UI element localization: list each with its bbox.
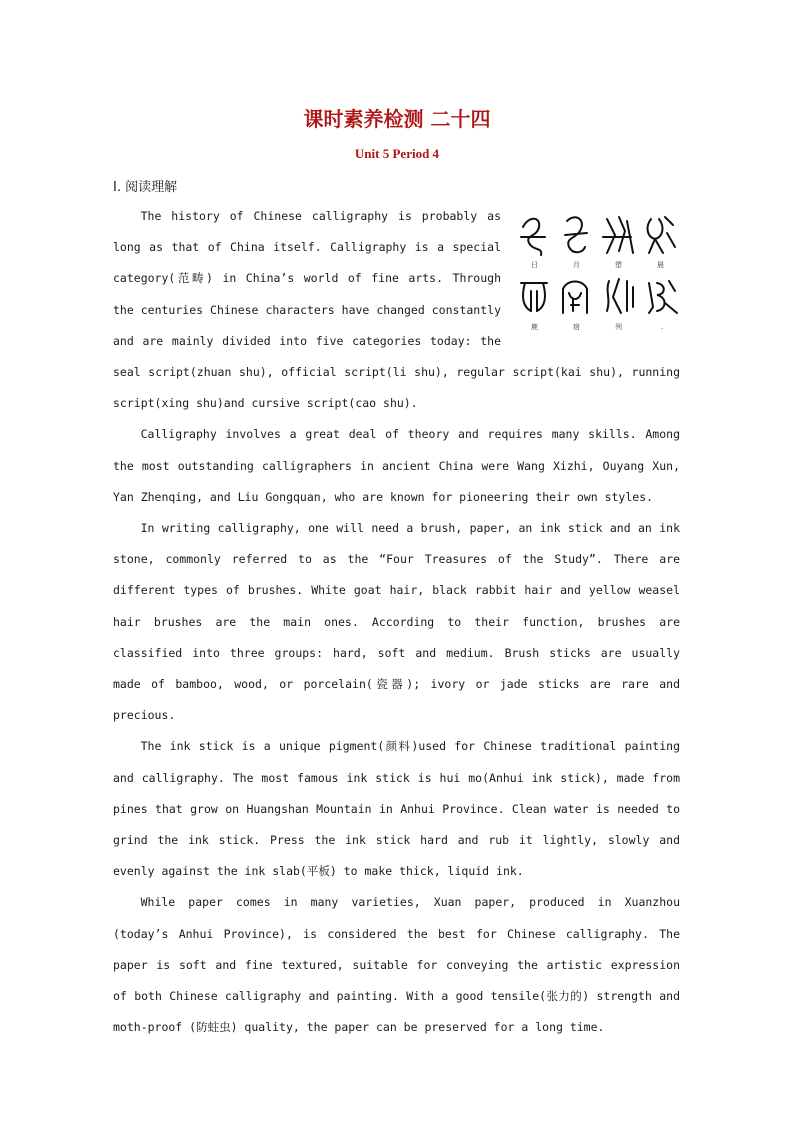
paragraph: While paper comes in many varieties, Xuan paper, produced in Xuanzhou (today’s Anhui Province), is considered the best for Chinese calligraphy. The paper is soft and fine textured, suitable for conveying the artistic expression of both Chinese calligraphy and painting. With a good tensile(张力的) strength and moth-proof (防蛀虫) quality, the paper can be preserved for a long time. — [113, 895, 680, 1035]
seal-caption: 鹿 — [531, 323, 538, 331]
seal-glyph — [521, 219, 545, 255]
paragraph: The ink stick is a unique pigment(颜料)used for Chinese traditional painting and calligraphy. The most famous ink stick is hui mo(Anhui ink stick), made from pines that grow on Huangshan Mountain in Anhui Province. Clean water is needed to grind the ink stick. Press the ink stick hard and rub it lightly, slowly and evenly against the ink slab(平板) to make thick, liquid ink. — [113, 739, 680, 879]
seal-caption: . — [661, 323, 664, 331]
page-title: 课时素养检测 二十四 — [303, 107, 491, 131]
page-subtitle: Unit 5 Period 4 — [354, 146, 440, 161]
seal-glyph — [603, 217, 633, 253]
seal-caption: 月 — [573, 261, 580, 269]
reading-passage — [113, 201, 680, 1043]
seal-script-illustration — [515, 207, 680, 335]
paragraph: The history of Chinese calligraphy is probably as long as that of China itself. Calligraphy is a special category(范畴) in China’s world of fine arts. Through the centuries Chinese characters have changed constantly and are mainly divided into five categories today: the seal script(zhuan shu), official script(li shu), regular script(kai shu), running script(xing shu)and cursive script(cao shu). — [113, 209, 680, 411]
seal-glyph — [648, 217, 675, 253]
seal-glyph — [565, 217, 587, 252]
seal-caption: 晨 — [657, 261, 664, 269]
section-heading: Ⅰ. 阅读理解 — [113, 180, 178, 195]
seal-script-figure — [515, 207, 680, 335]
seal-caption: 塑 — [615, 261, 622, 269]
seal-caption: 日 — [531, 261, 538, 269]
seal-caption: 列 — [615, 323, 622, 331]
seal-caption: 宿 — [573, 323, 580, 331]
seal-glyph — [521, 283, 547, 311]
seal-glyph — [563, 282, 587, 314]
seal-glyph — [607, 279, 633, 313]
paragraph: In writing calligraphy, one will need a brush, paper, an ink stick and an ink stone, commonly referred to as the “Four Treasures of the Study”. There are different types of brushes. White goat hair, black rabbit hair and yellow weasel hair brushes are the main ones. According to their function, brushes are classified into three groups: hard, soft and medium. Brush sticks are usually made of bamboo, wood, or porcelain(瓷器); ivory or jade sticks are rare and precious. — [113, 521, 680, 723]
paragraph: Calligraphy involves a great deal of theory and requires many skills. Among the most outstanding calligraphers in ancient China were Wang Xizhi, Ouyang Xun, Yan Zhenqing, and Liu Gongquan, who are known for pioneering their own styles. — [113, 427, 680, 504]
seal-glyph — [649, 281, 677, 313]
